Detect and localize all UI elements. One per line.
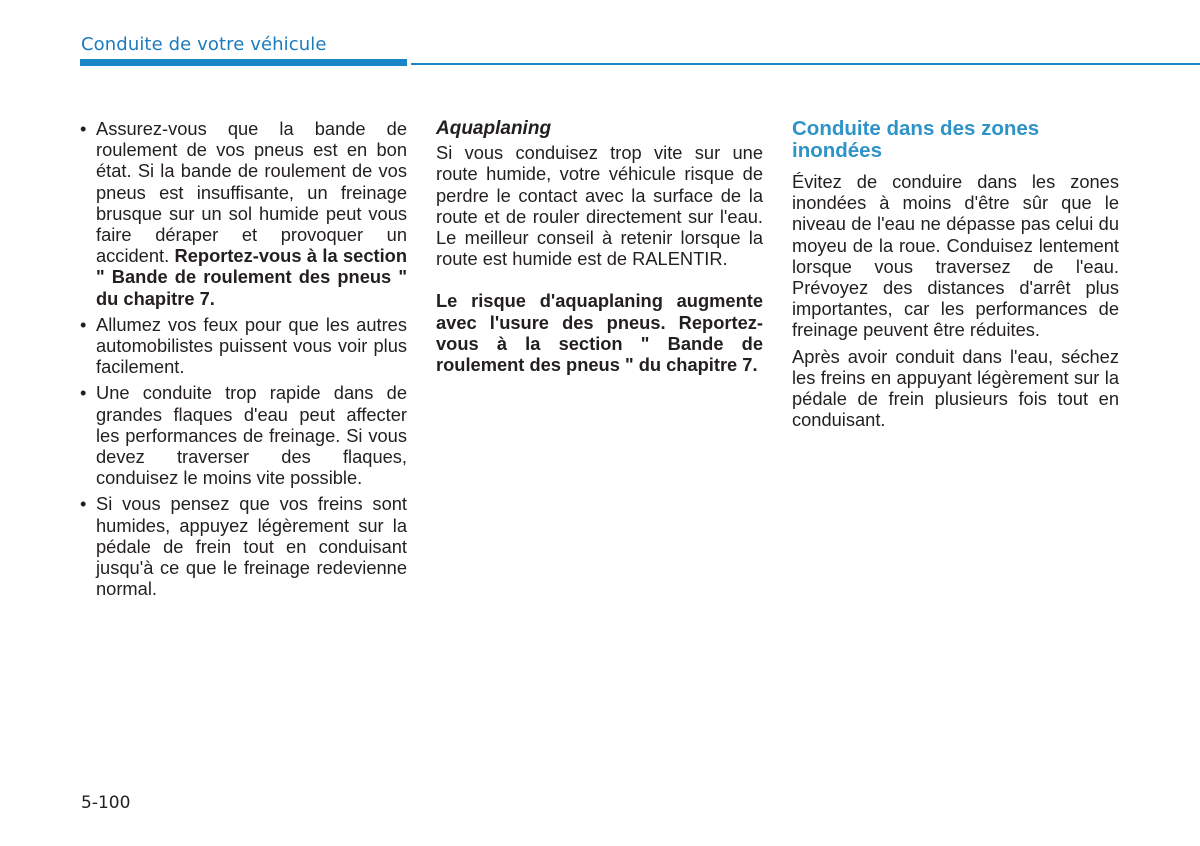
page-number: 5-100 [81, 793, 131, 813]
list-item-text: Assurez-vous que la bande de roulement de vos pneus est en bon état. Si la bande de roulement de vos pneus est insuffisante, un freinage brusque sur un sol humide peut vous faire déraper et provoquer un accident. [96, 118, 407, 267]
list-item-note: Reportez-vous à la section " Bande de roulement des pneus " du chapitre 7. [96, 245, 407, 309]
flooded-areas-paragraph-2: Après avoir conduit dans l'eau, séchez les freins en appuyant légèrement sur la pédale de frein plusieurs fois tout en conduisant. [792, 345, 1119, 431]
list-item [78, 382, 407, 488]
bullet-list [78, 118, 407, 599]
aquaplaning-heading: Aquaplaning [436, 118, 552, 139]
list-item [78, 118, 407, 309]
bullet-icon: • [80, 382, 87, 404]
section-title: Conduite de votre véhicule [81, 34, 327, 55]
list-item [78, 493, 407, 599]
bullet-icon: • [80, 493, 87, 515]
header-rule-thick [80, 59, 407, 66]
bullet-icon: • [80, 118, 87, 139]
bullet-icon: • [80, 313, 87, 335]
header-rule-thin [411, 63, 1200, 65]
flooded-areas-heading: Conduite dans des zones inondées [792, 117, 1040, 162]
list-item-text: Allumez vos feux pour que les autres automobilistes puissent vous voir plus facilement. [96, 313, 407, 378]
column-right [792, 118, 1119, 430]
aquaplaning-paragraph: Si vous conduisez trop vite sur une route humide, votre véhicule risque de perdre le contact avec la surface de la route et de rouler directement sur l'eau. Le meilleur conseil à retenir lorsque la route est humide est de RALENTIR. [436, 142, 763, 270]
list-item [78, 314, 407, 378]
list-item-text: Une conduite trop rapide dans de grandes flaques d'eau peut affecter les performances de freinage. Si vous devez traverser des flaques, conduisez le moins vite possible. [96, 382, 407, 489]
aquaplaning-note: Le risque d'aquaplaning augmente avec l'usure des pneus. Reportez-vous à la section " Bande de roulement des pneus " du chapitre 7. [436, 290, 763, 376]
flooded-areas-paragraph: Évitez de conduire dans les zones inondées à moins d'être sûr que le niveau de l'eau ne dépasse pas celui du moyeu de la roue. Conduisez lentement lorsque vous traversez de l'eau. Prévoyez des distances d'arrêt plus importantes, car les performances de freinage peuvent être réduites. [792, 171, 1119, 341]
list-item-text: Si vous pensez que vos freins sont humides, appuyez légèrement sur la pédale de frein tout en conduisant jusqu'à ce que le freinage redevienne normal. [96, 493, 407, 600]
column-middle [436, 118, 763, 375]
column-left [78, 118, 407, 604]
